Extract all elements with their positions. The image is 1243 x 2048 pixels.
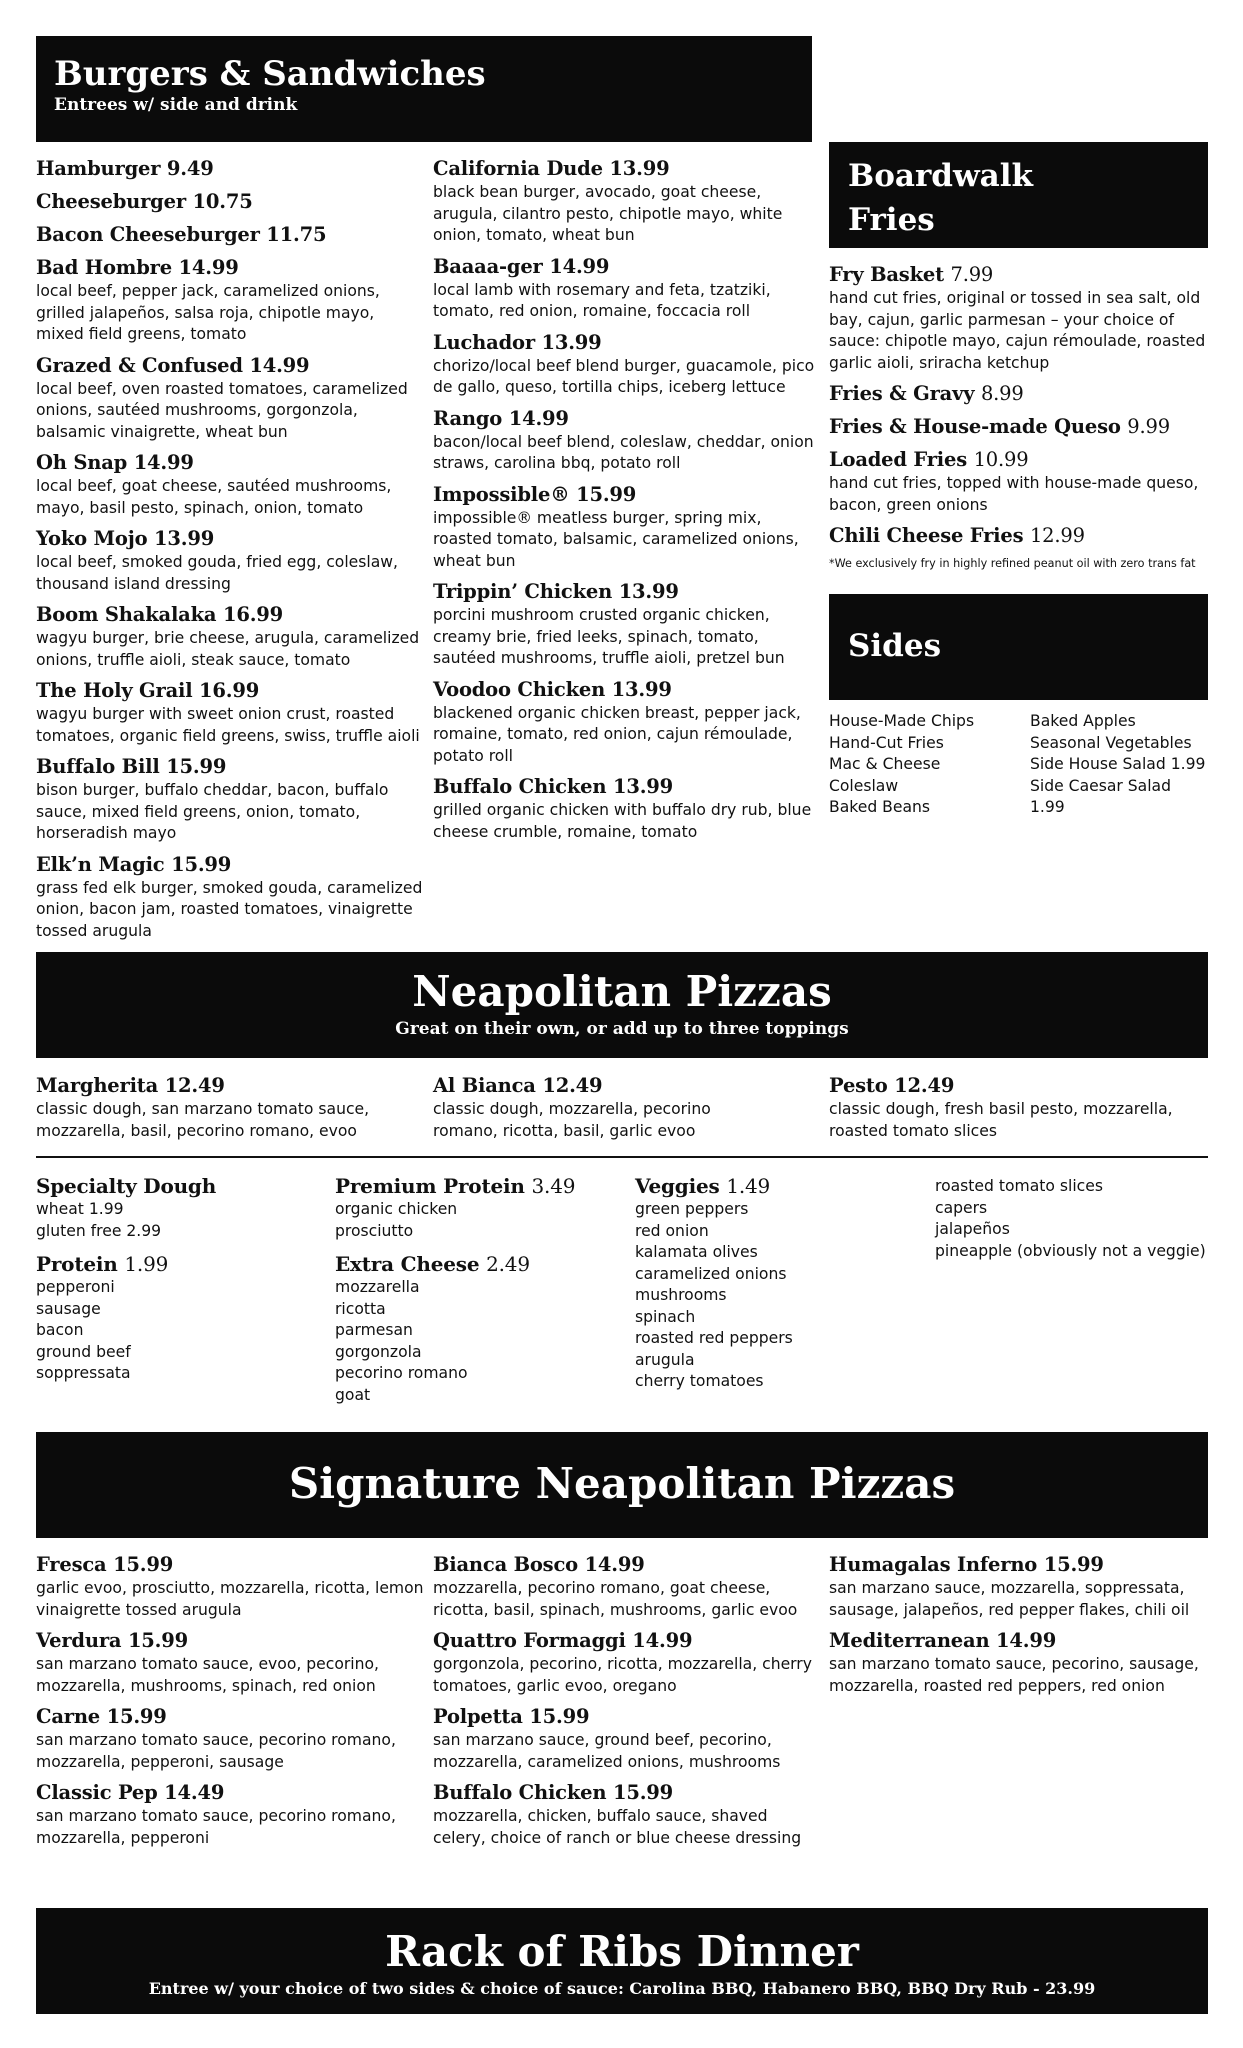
topping-item: pecorino romano: [335, 1364, 468, 1382]
topping-item: cherry tomatoes: [635, 1372, 764, 1390]
topping-item: gluten free 2.99: [36, 1221, 162, 1240]
item-name: California Dude: [433, 157, 603, 180]
topping-group-price: 1.99: [124, 1252, 169, 1276]
topping-group-title: Extra Cheese: [335, 1252, 480, 1276]
item-price: 13.99: [612, 775, 674, 798]
item-description: bison burger, buffalo cheddar, bacon, buffalo sauce, mixed field greens, onion, tomato, horseradish mayo: [36, 781, 389, 842]
item-price: 16.99: [222, 603, 284, 626]
item-description: local beef, smoked gouda, fried egg, coleslaw, thousand island dressing: [36, 553, 398, 593]
menu-item: [36, 852, 426, 943]
signature-column-3: [829, 1552, 1214, 1704]
item-price: 13.99: [611, 677, 672, 701]
topping-group-price: 2.49: [486, 1252, 530, 1276]
pizzas-title: Neapolitan Pizzas: [412, 967, 832, 1016]
item-name: Bad Hombre: [36, 256, 172, 279]
topping-item: bacon: [36, 1321, 84, 1339]
item-name: Loaded Fries: [829, 448, 967, 471]
menu-item: [36, 353, 426, 444]
item-description: blackened organic chicken breast, pepper jack, romaine, tomato, red onion, cajun rémoulade, potato roll: [433, 703, 801, 765]
ribs-banner: [36, 1908, 1208, 2014]
item-description: classic dough, fresh basil pesto, mozzarella, roasted tomato slices: [829, 1100, 1173, 1140]
topping-group-title: Protein: [36, 1252, 118, 1276]
menu-item: [829, 447, 1214, 516]
item-description: hand cut fries, original or tossed in sea salt, old bay, cajun, garlic parmesan – your choice of sauce: chipotle mayo, cajun rémoulade, roasted garlic aioli, sriracha ketchup: [829, 289, 1206, 372]
menu-item: [36, 222, 426, 248]
topping-item: pepperoni: [36, 1278, 115, 1296]
topping-group-price: 3.49: [531, 1174, 576, 1198]
signature-column-1: [36, 1552, 426, 1856]
item-price: 14.99: [133, 451, 194, 474]
item-name: Trippin’ Chicken: [433, 580, 613, 603]
ribs-title: Rack of Ribs Dinner: [385, 1927, 859, 1976]
item-price: 14.99: [584, 1553, 645, 1576]
signature-column-2: [433, 1552, 818, 1856]
toppings-column-1: [36, 1173, 326, 1385]
item-price: 14.99: [508, 406, 569, 430]
topping-item: gorgonzola: [335, 1342, 422, 1361]
item-name: Chili Cheese Fries: [829, 524, 1024, 547]
item-price: 13.99: [541, 330, 602, 354]
menu-item: [36, 602, 426, 671]
item-price: 13.99: [618, 580, 679, 603]
item-name: Buffalo Bill: [36, 755, 160, 778]
side-item: Coleslaw: [829, 776, 899, 795]
item-name: Buffalo Chicken: [433, 775, 607, 798]
burgers-subtitle: Entrees w/ side and drink: [54, 95, 298, 115]
topping-item: soppressata: [36, 1364, 131, 1382]
burgers-banner: [36, 36, 812, 142]
menu-item: [36, 526, 426, 595]
burgers-title: Burgers & Sandwiches: [54, 54, 486, 94]
topping-group-price: 1.49: [726, 1174, 771, 1198]
topping-item: jalapeños: [935, 1220, 1010, 1238]
menu-item: [829, 414, 1214, 440]
burgers-column-2: [433, 156, 818, 850]
item-name: Quattro Formaggi: [433, 1629, 626, 1652]
sides-title: Sides: [848, 628, 942, 664]
item-description: wagyu burger, brie cheese, arugula, caramelized onions, truffle aioli, steak sauce, tomato: [36, 629, 420, 669]
item-name: Margherita: [36, 1074, 159, 1097]
item-price: 16.99: [199, 679, 260, 702]
menu-item: [433, 677, 818, 768]
item-description: impossible® meatless burger, spring mix, roasted tomato, balsamic, caramelized onions, wheat bun: [433, 508, 799, 570]
signature-banner: [36, 1432, 1208, 1538]
topping-item: mozzarella: [335, 1278, 420, 1296]
menu-item: [433, 406, 818, 475]
item-description: san marzano tomato sauce, pecorino, sausage, mozzarella, roasted red peppers, red onion: [829, 1655, 1199, 1695]
topping-item: ground beef: [36, 1342, 131, 1361]
item-description: grass fed elk burger, smoked gouda, caramelized onion, bacon jam, roasted tomatoes, vinaigrette tossed arugula: [36, 878, 423, 940]
item-price: 13.99: [154, 527, 215, 550]
topping-item: sausage: [36, 1299, 101, 1318]
item-name: Bacon Cheeseburger: [36, 223, 260, 246]
item-name: The Holy Grail: [36, 679, 193, 702]
ribs-subtitle: Entree w/ your choice of two sides & choice of sauce: Carolina BBQ, Habanero BBQ, BBQ Dry Rub - 23.99: [148, 1979, 1096, 1998]
pizzas-subtitle: Great on their own, or add up to three toppings: [395, 1019, 849, 1039]
item-description: grilled organic chicken with buffalo dry rub, blue cheese crumble, romaine, tomato: [433, 801, 812, 841]
item-price: 9.49: [166, 157, 214, 180]
menu-item: [36, 1704, 426, 1773]
item-name: Polpetta: [433, 1705, 523, 1728]
topping-item: wheat 1.99: [36, 1200, 124, 1218]
burgers-column-1: [36, 156, 426, 949]
topping-group-title: Premium Protein: [335, 1174, 525, 1198]
item-name: Fries & House-made Queso: [829, 415, 1121, 438]
menu-item: [433, 1780, 818, 1849]
menu-item: [829, 381, 1214, 407]
item-name: Impossible®: [433, 482, 570, 506]
menu-item: [36, 156, 426, 182]
item-name: Voodoo Chicken: [433, 677, 606, 701]
sides-column-1: [829, 711, 1029, 819]
side-item: Side Caesar Salad 1.99: [1030, 776, 1172, 816]
item-price: 14.99: [996, 1629, 1057, 1652]
item-name: Boom Shakalaka: [36, 603, 217, 626]
topping-item: capers: [935, 1198, 988, 1217]
item-price: 15.99: [171, 852, 232, 876]
fries-title-line-2: Fries: [848, 202, 935, 238]
topping-item: roasted tomato slices: [935, 1177, 1103, 1195]
side-item: Seasonal Vegetables: [1030, 733, 1192, 752]
side-item: Side House Salad 1.99: [1030, 755, 1206, 773]
pizza-item-al-bianca: [433, 1073, 773, 1142]
fries-column: [829, 262, 1214, 572]
item-price: 15.99: [612, 1781, 674, 1804]
item-description: local lamb with rosemary and feta, tzatziki, tomato, red onion, romaine, foccacia roll: [433, 280, 771, 320]
item-description: san marzano sauce, ground beef, pecorino, mozzarella, caramelized onions, mushrooms: [433, 1731, 781, 1771]
item-name: Elk’n Magic: [36, 852, 165, 876]
section-divider: [36, 1156, 1208, 1158]
item-name: Verdura: [36, 1629, 122, 1652]
menu-item: [36, 754, 426, 845]
item-description: hand cut fries, topped with house-made queso, bacon, green onions: [829, 474, 1199, 514]
menu-item: [36, 1628, 426, 1697]
toppings-column-2: [335, 1173, 625, 1406]
item-price: 15.99: [113, 1553, 174, 1576]
toppings-column-3: [635, 1173, 925, 1393]
menu-item: [829, 1628, 1214, 1697]
item-price: 15.99: [166, 755, 227, 778]
item-description: garlic evoo, prosciutto, mozzarella, ricotta, lemon vinaigrette tossed arugula: [36, 1579, 424, 1619]
menu-item: [829, 262, 1214, 374]
item-name: Pesto: [829, 1074, 888, 1097]
item-description: san marzano tomato sauce, pecorino romano, mozzarella, pepperoni: [36, 1807, 396, 1847]
topping-item: green peppers: [635, 1200, 749, 1218]
topping-item: organic chicken: [335, 1200, 458, 1218]
item-price: 15.99: [529, 1705, 590, 1728]
signature-title: Signature Neapolitan Pizzas: [288, 1459, 956, 1508]
topping-item: parmesan: [335, 1321, 413, 1339]
menu-item: [433, 330, 818, 399]
menu-item: [36, 1780, 426, 1849]
side-item: Mac & Cheese: [829, 755, 941, 773]
item-price: 12.99: [1029, 524, 1085, 547]
item-name: Buffalo Chicken: [433, 1781, 607, 1804]
item-price: 14.99: [632, 1629, 693, 1652]
menu-item: [36, 1552, 426, 1621]
menu-item: [829, 1552, 1214, 1621]
fries-title-line-1: Boardwalk: [848, 158, 1034, 194]
side-item: Hand-Cut Fries: [829, 733, 944, 752]
item-description: wagyu burger with sweet onion crust, roasted tomatoes, organic field greens, swiss, truffle aioli: [36, 705, 420, 745]
item-price: 12.49: [894, 1074, 955, 1097]
item-name: Carne: [36, 1705, 101, 1728]
item-description: local beef, oven roasted tomatoes, caramelized onions, sautéed mushrooms, gorgonzola, balsamic vinaigrette, wheat bun: [36, 379, 408, 441]
item-price: 15.99: [576, 482, 637, 506]
toppings-column-4: [935, 1176, 1210, 1262]
item-price: 14.99: [249, 353, 310, 377]
topping-item: roasted red peppers: [635, 1329, 793, 1347]
pizza-item-margherita: [36, 1073, 416, 1142]
topping-item: ricotta: [335, 1299, 386, 1318]
pizzas-banner: [36, 952, 1208, 1058]
menu-item: [433, 482, 818, 573]
sides-banner: [829, 594, 1208, 700]
item-name: Humagalas Inferno: [829, 1553, 1038, 1576]
item-name: Fresca: [36, 1553, 107, 1576]
topping-item: kalamata olives: [635, 1243, 758, 1261]
item-price: 10.75: [192, 190, 253, 213]
topping-item: goat: [335, 1385, 371, 1404]
item-price: 15.99: [106, 1705, 167, 1728]
item-name: Al Bianca: [433, 1074, 536, 1097]
item-description: san marzano tomato sauce, evoo, pecorino, mozzarella, mushrooms, spinach, red onion: [36, 1655, 380, 1695]
topping-item: red onion: [635, 1221, 709, 1240]
item-price: 15.99: [127, 1629, 188, 1652]
item-description: local beef, pepper jack, caramelized onions, grilled jalapeños, salsa roja, chipotle mayo, mixed field greens, tomato: [36, 282, 380, 343]
item-description: porcini mushroom crusted organic chicken, creamy brie, fried leeks, spinach, tomato, sautéed mushrooms, truffle aioli, pretzel bun: [433, 606, 785, 667]
topping-group-title: Veggies: [635, 1174, 720, 1198]
item-description: mozzarella, chicken, buffalo sauce, shaved celery, choice of ranch or blue cheese dressing: [433, 1807, 802, 1847]
topping-item: spinach: [635, 1307, 696, 1326]
topping-group-title: Specialty Dough: [36, 1174, 217, 1198]
topping-item: prosciutto: [335, 1221, 414, 1240]
item-name: Baaaa-ger: [433, 254, 543, 278]
menu-item: [433, 254, 818, 323]
item-price: 14.49: [164, 1781, 225, 1804]
item-name: Luchador: [433, 330, 535, 354]
item-description: san marzano tomato sauce, pecorino romano, mozzarella, pepperoni, sausage: [36, 1731, 396, 1771]
item-description: local beef, goat cheese, sautéed mushrooms, mayo, basil pesto, spinach, onion, tomato: [36, 477, 392, 517]
side-item: House-Made Chips: [829, 712, 975, 730]
item-description: san marzano sauce, mozzarella, soppressata, sausage, jalapeños, red pepper flakes, chili oil: [829, 1579, 1190, 1619]
menu-item: [433, 156, 818, 247]
side-item: Baked Beans: [829, 798, 931, 816]
topping-item: pineapple (obviously not a veggie): [935, 1241, 1206, 1260]
item-description: classic dough, mozzarella, pecorino romano, ricotta, basil, garlic evoo: [433, 1100, 711, 1140]
fries-banner: [829, 142, 1208, 248]
sides-column-2: [1030, 711, 1210, 819]
item-description: black bean burger, avocado, goat cheese, arugula, cilantro pesto, chipotle mayo, white onion, tomato, wheat bun: [433, 183, 783, 244]
item-price: 7.99: [950, 263, 994, 286]
menu-item: [36, 450, 426, 519]
item-price: 14.99: [178, 256, 239, 279]
item-price: 15.99: [1043, 1553, 1104, 1576]
item-name: Yoko Mojo: [36, 527, 148, 550]
menu-item: [433, 579, 818, 670]
item-name: Hamburger: [36, 157, 161, 180]
topping-item: arugula: [635, 1350, 695, 1369]
menu-item: [433, 1552, 818, 1621]
item-price: 9.99: [1127, 415, 1170, 438]
menu-item: [36, 678, 426, 747]
item-price: 11.75: [266, 223, 327, 246]
item-description: chorizo/local beef blend burger, guacamole, pico de gallo, queso, tortilla chips, iceberg lettuce: [433, 356, 815, 396]
item-price: 13.99: [609, 157, 670, 180]
item-name: Fry Basket: [829, 263, 944, 286]
menu-item: [433, 774, 818, 843]
item-name: Grazed & Confused: [36, 353, 243, 377]
menu-item: [433, 1628, 818, 1697]
item-name: Oh Snap: [36, 451, 128, 474]
item-name: Rango: [433, 406, 503, 430]
item-name: Fries & Gravy: [829, 382, 975, 405]
item-description: bacon/local beef blend, coleslaw, cheddar, onion straws, carolina bbq, potato roll: [433, 432, 814, 472]
item-price: 10.99: [973, 448, 1029, 471]
item-name: Bianca Bosco: [433, 1553, 578, 1576]
menu-item: [36, 255, 426, 346]
side-item: Baked Apples: [1030, 712, 1136, 730]
item-description: classic dough, san marzano tomato sauce, mozzarella, basil, pecorino romano, evoo: [36, 1100, 370, 1140]
item-price: 8.99: [980, 382, 1024, 405]
item-price: 12.49: [164, 1074, 225, 1097]
pizza-item-pesto: [829, 1073, 1214, 1142]
topping-item: mushrooms: [635, 1286, 727, 1304]
topping-item: caramelized onions: [635, 1264, 787, 1283]
fries-footnote: *We exclusively fry in highly refined peanut oil with zero trans fat: [829, 557, 1196, 570]
item-name: Cheeseburger: [36, 190, 186, 213]
item-description: mozzarella, pecorino romano, goat cheese, ricotta, basil, spinach, mushrooms, garlic evoo: [433, 1579, 798, 1619]
menu-item: [36, 189, 426, 215]
item-description: gorgonzola, pecorino, ricotta, mozzarella, cherry tomatoes, garlic evoo, oregano: [433, 1655, 812, 1695]
item-price: 12.49: [542, 1074, 603, 1097]
item-price: 14.99: [549, 254, 610, 278]
menu-item: [433, 1704, 818, 1773]
menu-item: [829, 523, 1214, 549]
item-name: Classic Pep: [36, 1781, 158, 1804]
item-name: Mediterranean: [829, 1629, 990, 1652]
